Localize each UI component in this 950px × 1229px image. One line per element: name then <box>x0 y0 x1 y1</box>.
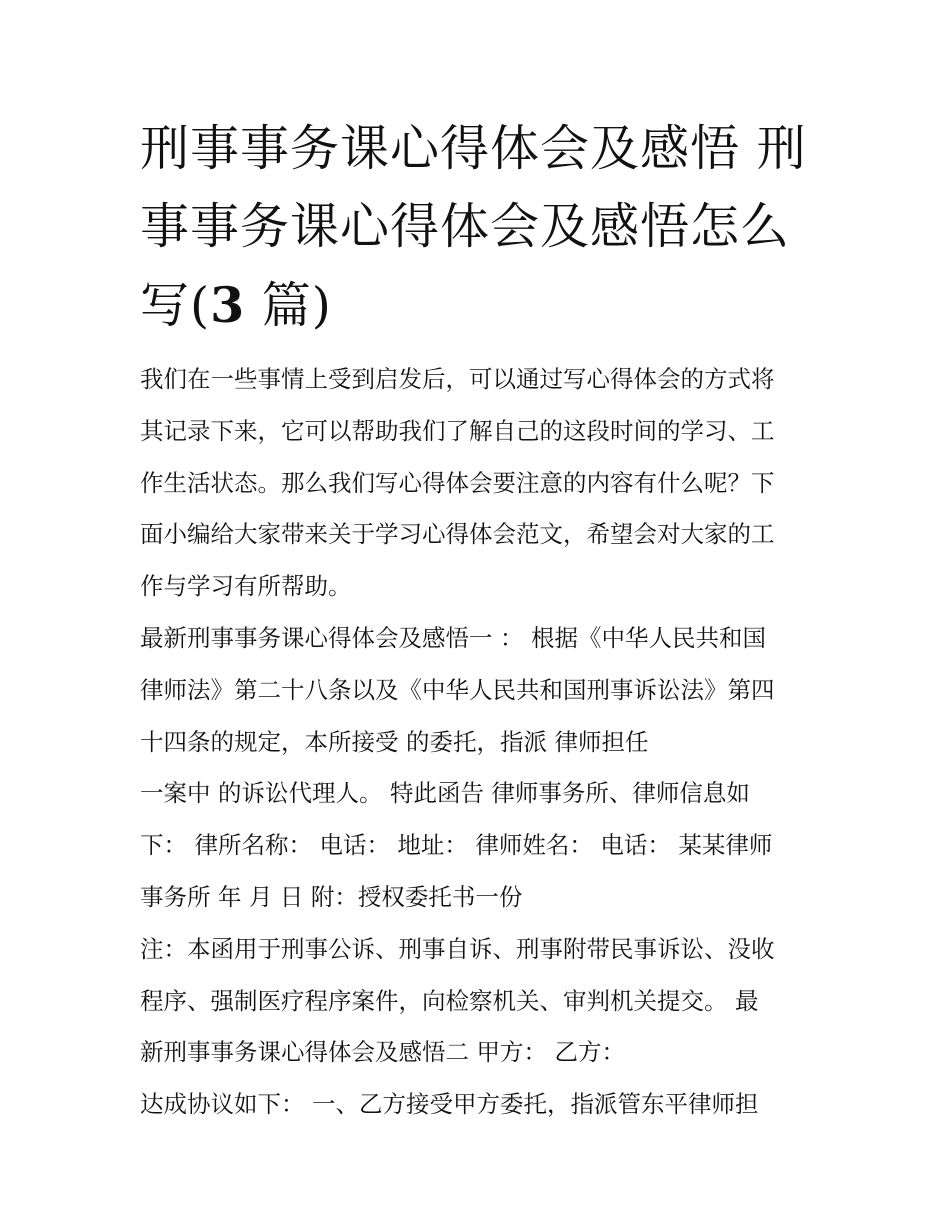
body-line: 新刑事事务课心得体会及感悟二 甲方： 乙方： <box>140 1038 625 1067</box>
body-line: 达成协议如下： 一、乙方接受甲方委托，指派管东平律师担 <box>140 1090 759 1119</box>
body-line: 一案中 的诉讼代理人。 特此函告 律师事务所、律师信息如 <box>140 779 750 808</box>
title-line-2: 事事务课心得体会及感悟怎么 <box>140 198 791 255</box>
title-article-count: 3 <box>210 276 246 334</box>
body-line: 程序、强制医疗程序案件，向检察机关、审判机关提交。 最 <box>140 986 759 1015</box>
body-line: 律师法》第二十八条以及《中华人民共和国刑事诉讼法》第四 <box>140 675 775 704</box>
body-line: 作生活状态。那么我们写心得体会要注意的内容有什么呢？下 <box>140 468 775 497</box>
document-body <box>140 354 830 1131</box>
body-line: 下： 律所名称： 电话： 地址： 律师姓名： 电话： 某某律师 <box>140 831 773 860</box>
body-line: 我们在一些事情上受到启发后，可以通过写心得体会的方式将 <box>140 365 775 393</box>
title-line-1: 刑事事务课心得体会及感悟 刑 <box>140 120 807 177</box>
body-line: 注：本函用于刑事公诉、刑事自诉、刑事附带民事诉讼、没收 <box>140 934 775 963</box>
title-line-3-suffix: 篇) <box>245 277 332 334</box>
body-line: 其记录下来，它可以帮助我们了解自己的这段时间的学习、工 <box>140 416 775 445</box>
body-line: 十四条的规定，本所接受 的委托，指派 律师担任 <box>140 727 649 756</box>
body-line: 最新刑事事务课心得体会及感悟一 ： 根据《中华人民共和国 <box>140 623 766 652</box>
title-line-3-prefix: 写( <box>140 277 211 334</box>
body-line: 事务所 年 月 日 附：授权委托书一份 <box>140 882 523 911</box>
document-title <box>140 110 830 345</box>
body-line: 面小编给大家带来关于学习心得体会范文，希望会对大家的工 <box>140 520 775 549</box>
title-line-3 <box>140 266 830 345</box>
body-line: 作与学习有所帮助。 <box>140 572 352 601</box>
